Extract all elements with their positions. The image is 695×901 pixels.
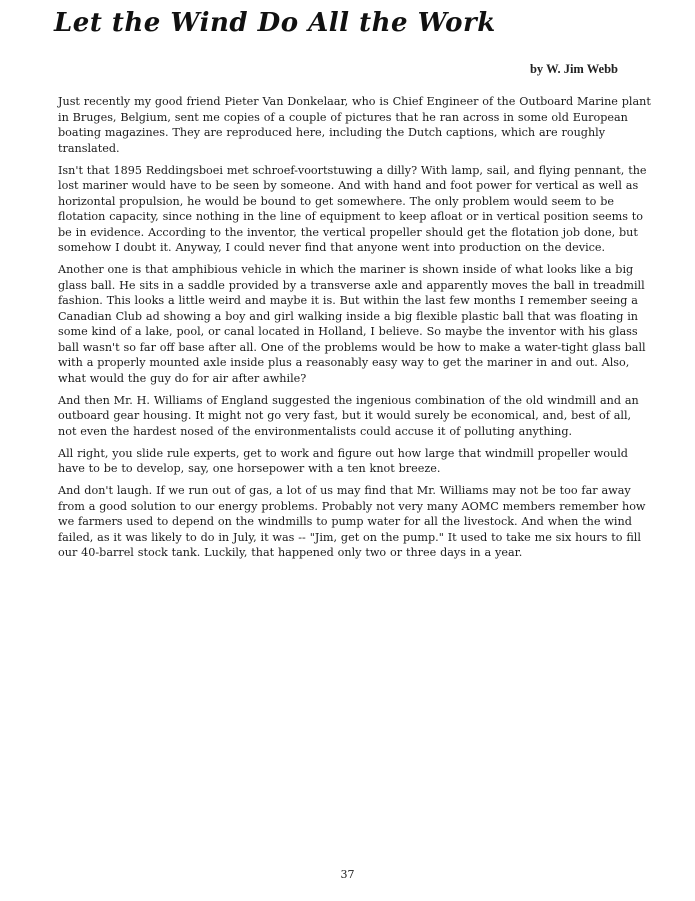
article-title: Let the Wind Do All the Work (54, 8, 496, 38)
paragraph: Another one is that amphibious vehicle in which the mariner is shown inside of what looks like a big glass ball. He sits in a saddle provided by a transverse axle and apparently moves the ball in treadmill fashion. This looks a little weird and maybe it is. But within the last few months I remember seeing a Canadian Club ad showing a boy and girl walking inside a big flexible plastic ball that was floating in some kind of a lake, pool, or canal located in Holland, I believe. So maybe the inventor with his glass ball wasn't so far off base after all. One of the problems would be how to make a water-tight glass ball with a properly mounted axle inside plus a reasonably easy way to get the mariner in and out. Also, what would the guy do for air after awhile? (58, 263, 646, 385)
paragraph: Just recently my good friend Pieter Van Donkelaar, who is Chief Engineer of the Outboard Marine plant in Bruges, Belgium, sent me copies of a couple of pictures that he ran across in some old European boating magazines. They are reproduced here, including the Dutch captions, which are roughly translated. (58, 95, 651, 155)
page-number: 37 (340, 868, 355, 881)
paragraph: Isn't that 1895 Reddingsboei met schroef-voortstuwing a dilly? With lamp, sail, and flying pennant, the lost mariner would have to be seen by someone. And with hand and foot power for vertical as well as horizontal propulsion, he would be bound to get somewhere. The only problem would seem to be flotation capacity, since nothing in the line of equipment to keep afloat or in vertical position seems to be in evidence. According to the inventor, the vertical propeller should get the flotation job done, but somehow I doubt it. Anyway, I could never find that anyone went into production on the device. (58, 163, 647, 254)
article-body (58, 94, 653, 567)
article-byline: by W. Jim Webb (529, 62, 618, 76)
paragraph: And then Mr. H. Williams of England suggested the ingenious combination of the old windmill and an outboard gear housing. It might not go very fast, but it would surely be economical, and, best of all, not even the hardest nosed of the environmentalists could accuse it of polluting anything. (58, 393, 639, 438)
paragraph: And don't laugh. If we run out of gas, a lot of us may find that Mr. Williams may not be too far away from a good solution to our energy problems. Probably not very many AOMC members remember how we farmers used to depend on the windmills to pump water for all the livestock. And when the wind failed, as it was likely to do in July, it was -- "Jim, get on the pump." It used to take me six hours to fill our 40-barrel stock tank. Luckily, that happened only two or three days in a year. (58, 484, 646, 559)
paragraph: All right, you slide rule experts, get to work and figure out how large that windmill propeller would have to be to develop, say, one horsepower with a ten knot breeze. (58, 446, 628, 475)
